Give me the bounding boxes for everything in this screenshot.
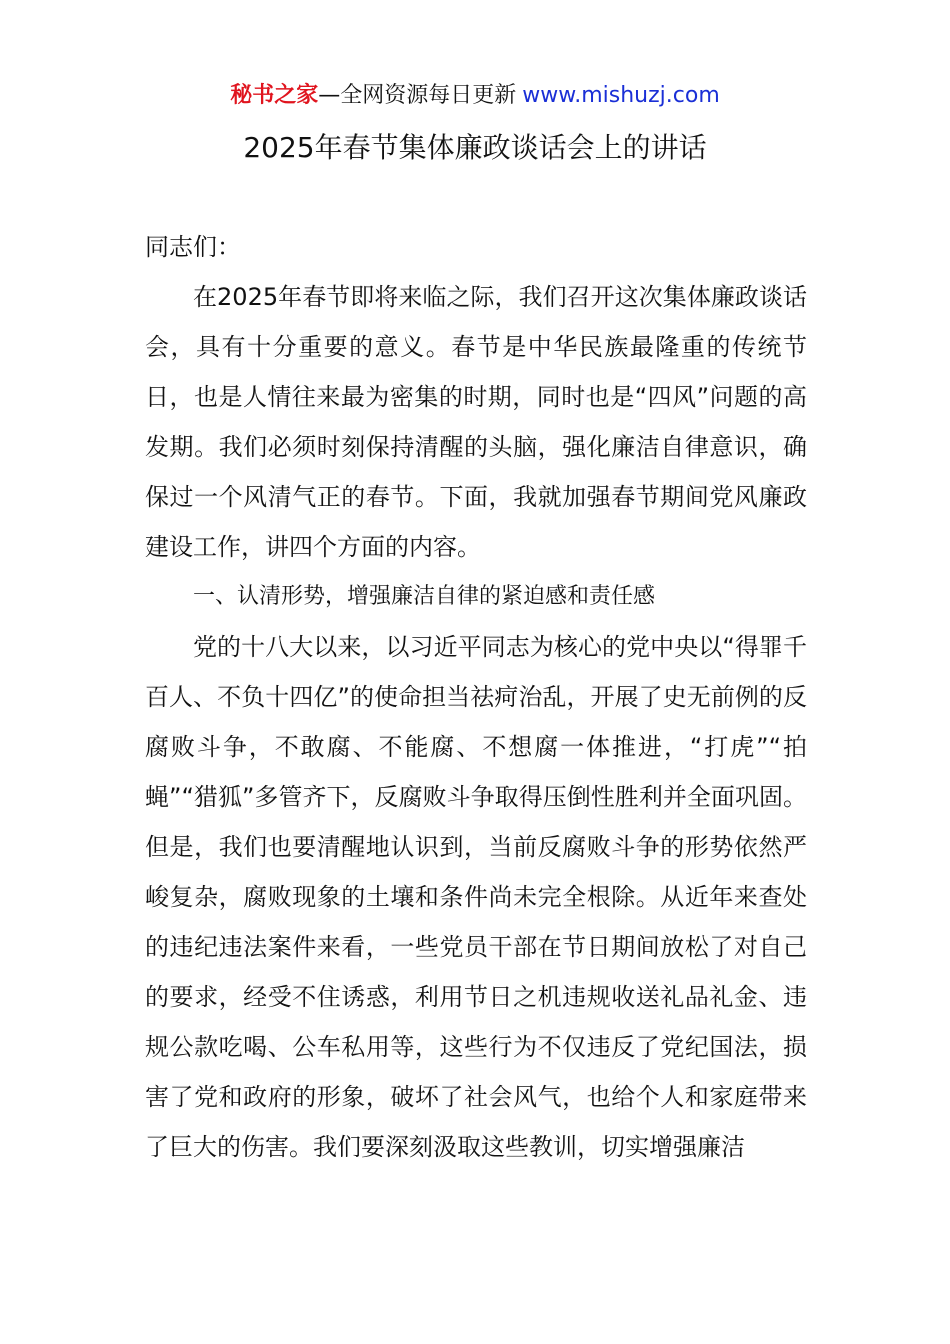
section-heading-1: 一、认清形势，增强廉洁自律的紧迫感和责任感 (193, 584, 656, 609)
brand-name: 秘书之家 (230, 83, 319, 108)
header-tagline: —全网资源每日更新 (318, 83, 517, 108)
salutation: 同志们： (145, 233, 241, 261)
intro-paragraph: 在2025年春节即将来临之际，我们召开这次集体廉政谈话会，具有十分重要的意义。春节是中华民族最隆重的传统节日，也是人情往来最为密集的时期，同时也是“四风”问题的高发期。我们必须时刻保持清醒的头脑，强化廉洁自律意识，确保过一个风清气正的春节。下面，我就加强春节期间党风廉政建设工作，讲四个方面的内容。 (145, 283, 807, 561)
document-title: 2025年春节集体廉政谈话会上的讲话 (243, 131, 707, 164)
section-1-paragraph: 党的十八大以来，以习近平同志为核心的党中央以“得罪千百人、不负十四亿”的使命担当祛疴治乱，开展了史无前例的反腐败斗争，不敢腐、不能腐、不想腐一体推进，“打虎”“拍蝇”“猎狐”多管齐下，反腐败斗争取得压倒性胜利并全面巩固。但是，我们也要清醒地认识到，当前反腐败斗争的形势依然严峻复杂，腐败现象的土壤和条件尚未完全根除。从近年来查处的违纪违法案件来看，一些党员干部在节日期间放松了对自己的要求，经受不住诱惑，利用节日之机违规收送礼品礼金、违规公款吃喝、公车私用等，这些行为不仅违反了党纪国法，损害了党和政府的形象，破坏了社会风气，也给个人和家庭带来了巨大的伤害。我们要深刻汲取这些教训，切实增强廉洁 (145, 633, 807, 1161)
site-url-link[interactable]: www.mishuzj.com (522, 83, 720, 108)
document-body (145, 222, 807, 1172)
site-header (0, 80, 950, 112)
